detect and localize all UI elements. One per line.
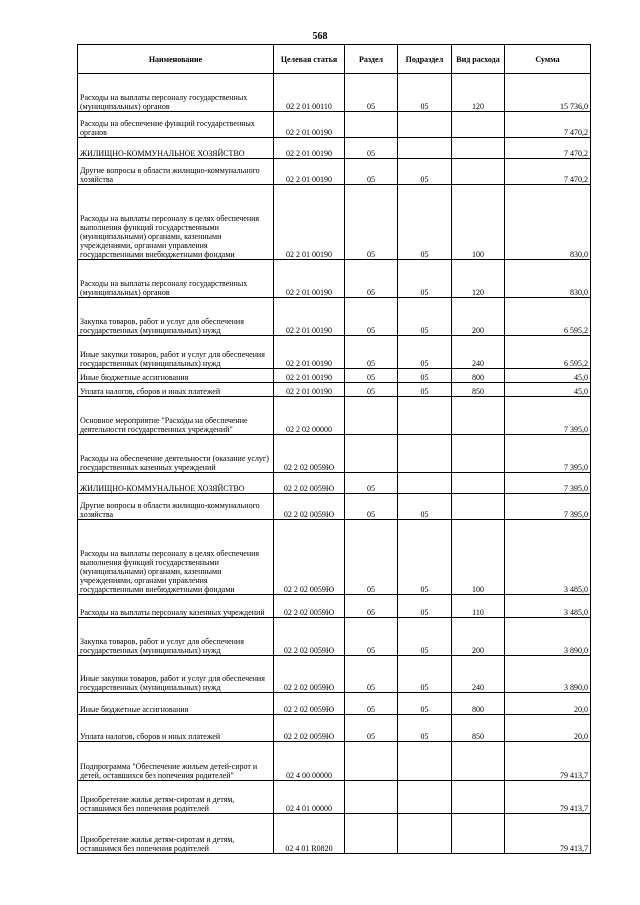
cell-section: 05	[345, 473, 398, 494]
table-row	[78, 369, 591, 383]
cell-amount: 7 470,2	[505, 138, 591, 159]
cell-amount: 7 395,0	[505, 473, 591, 494]
cell-name: Расходы на выплаты персоналу государственных (муниципальных) органов	[78, 260, 274, 298]
cell-target-article: 02 2 02 0059Ю	[274, 494, 345, 520]
cell-expense-type: 800	[452, 693, 505, 715]
cell-subsection: 05	[398, 159, 452, 185]
cell-name: Расходы на выплаты персоналу государственных (муниципальных) органов	[78, 74, 274, 112]
cell-subsection	[398, 742, 452, 781]
cell-section: 05	[345, 185, 398, 260]
cell-section: 05	[345, 336, 398, 369]
table-row	[78, 260, 591, 298]
table-row	[78, 185, 591, 260]
table-row	[78, 715, 591, 742]
cell-section: 05	[345, 369, 398, 383]
table-header	[78, 45, 591, 74]
cell-target-article: 02 2 02 0059Ю	[274, 435, 345, 473]
cell-target-article: 02 2 02 00000	[274, 397, 345, 435]
cell-subsection: 05	[398, 298, 452, 336]
cell-section: 05	[345, 693, 398, 715]
cell-target-article: 02 2 02 0059Ю	[274, 473, 345, 494]
cell-target-article: 02 4 01 R0820	[274, 814, 345, 854]
table-body	[78, 74, 591, 854]
table-row	[78, 656, 591, 693]
cell-section	[345, 742, 398, 781]
cell-name: Уплата налогов, сборов и иных платежей	[78, 383, 274, 397]
cell-target-article: 02 2 02 0059Ю	[274, 656, 345, 693]
table-row	[78, 814, 591, 854]
cell-section	[345, 112, 398, 138]
cell-amount: 3 890,0	[505, 618, 591, 656]
cell-subsection: 05	[398, 693, 452, 715]
cell-target-article: 02 2 01 00190	[274, 112, 345, 138]
cell-name: Расходы на выплаты персоналу в целях обеспечения выполнения функций государственными (муниципальными) органами, казенными учреждениями, органами управления государственными внебюджетными фондами	[78, 520, 274, 595]
cell-expense-type	[452, 742, 505, 781]
cell-section	[345, 814, 398, 854]
cell-target-article: 02 2 01 00190	[274, 336, 345, 369]
cell-target-article: 02 2 01 00110	[274, 74, 345, 112]
cell-amount: 20,0	[505, 715, 591, 742]
cell-subsection: 05	[398, 595, 452, 618]
cell-section	[345, 781, 398, 814]
cell-expense-type: 850	[452, 715, 505, 742]
cell-subsection	[398, 814, 452, 854]
cell-subsection: 05	[398, 618, 452, 656]
table-row	[78, 112, 591, 138]
cell-expense-type: 800	[452, 369, 505, 383]
cell-target-article: 02 4 01 00000	[274, 781, 345, 814]
cell-expense-type: 200	[452, 618, 505, 656]
cell-subsection	[398, 781, 452, 814]
cell-section: 05	[345, 715, 398, 742]
cell-expense-type: 100	[452, 520, 505, 595]
cell-section: 05	[345, 298, 398, 336]
cell-name: Основное мероприятие "Расходы на обеспечение деятельности государственных учреждений"	[78, 397, 274, 435]
table-row	[78, 693, 591, 715]
header-expense-type: Вид расхода	[452, 45, 505, 74]
cell-expense-type	[452, 473, 505, 494]
cell-amount: 79 413,7	[505, 814, 591, 854]
header-target-article: Целевая статья	[274, 45, 345, 74]
header-name: Наименование	[78, 45, 274, 74]
cell-amount: 6 595,2	[505, 336, 591, 369]
cell-name: Расходы на выплаты персоналу казенных учреждений	[78, 595, 274, 618]
cell-expense-type	[452, 781, 505, 814]
cell-amount: 7 395,0	[505, 494, 591, 520]
cell-name: Другие вопросы в области жилищно-коммунального хозяйства	[78, 159, 274, 185]
cell-amount: 830,0	[505, 260, 591, 298]
cell-expense-type	[452, 435, 505, 473]
cell-subsection	[398, 473, 452, 494]
cell-section: 05	[345, 520, 398, 595]
cell-section: 05	[345, 656, 398, 693]
cell-section: 05	[345, 260, 398, 298]
cell-expense-type: 120	[452, 74, 505, 112]
cell-amount: 3 890,0	[505, 656, 591, 693]
cell-amount: 830,0	[505, 185, 591, 260]
cell-expense-type: 100	[452, 185, 505, 260]
cell-name: Расходы на обеспечение деятельности (оказание услуг) государственных казенных учреждений	[78, 435, 274, 473]
cell-subsection	[398, 435, 452, 473]
cell-name: ЖИЛИЩНО-КОММУНАЛЬНОЕ ХОЗЯЙСТВО	[78, 138, 274, 159]
cell-expense-type: 200	[452, 298, 505, 336]
table-row	[78, 397, 591, 435]
cell-section: 05	[345, 595, 398, 618]
cell-amount: 20,0	[505, 693, 591, 715]
cell-expense-type: 240	[452, 336, 505, 369]
table-row	[78, 473, 591, 494]
cell-subsection: 05	[398, 336, 452, 369]
cell-expense-type	[452, 138, 505, 159]
cell-section: 05	[345, 494, 398, 520]
cell-subsection: 05	[398, 260, 452, 298]
cell-subsection: 05	[398, 383, 452, 397]
table-row	[78, 298, 591, 336]
cell-section	[345, 397, 398, 435]
cell-target-article: 02 2 01 00190	[274, 383, 345, 397]
cell-name: Подпрограмма "Обеспечение жильем детей-сирот и детей, оставшихся без попечения родителей"	[78, 742, 274, 781]
cell-subsection: 05	[398, 185, 452, 260]
cell-name: Уплата налогов, сборов и иных платежей	[78, 715, 274, 742]
page-number: 568	[312, 31, 328, 42]
table-row	[78, 435, 591, 473]
cell-name: ЖИЛИЩНО-КОММУНАЛЬНОЕ ХОЗЯЙСТВО	[78, 473, 274, 494]
cell-section: 05	[345, 159, 398, 185]
cell-target-article: 02 2 01 00190	[274, 138, 345, 159]
table-row	[78, 138, 591, 159]
cell-name: Приобретение жилья детям-сиротам и детям, оставшимся без попечения родителей	[78, 781, 274, 814]
cell-section: 05	[345, 138, 398, 159]
table-row	[78, 618, 591, 656]
header-row	[78, 45, 591, 74]
cell-amount: 7 470,2	[505, 112, 591, 138]
cell-subsection: 05	[398, 715, 452, 742]
cell-expense-type	[452, 494, 505, 520]
cell-subsection	[398, 397, 452, 435]
cell-target-article: 02 2 01 00190	[274, 298, 345, 336]
cell-name: Расходы на выплаты персоналу в целях обеспечения выполнения функций государственными (муниципальными) органами, казенными учреждениями, органами управления государственными внебюджетными фондами	[78, 185, 274, 260]
cell-section	[345, 435, 398, 473]
cell-expense-type	[452, 814, 505, 854]
cell-target-article: 02 4 00 00000	[274, 742, 345, 781]
cell-target-article: 02 2 02 0059Ю	[274, 618, 345, 656]
cell-expense-type: 120	[452, 260, 505, 298]
cell-subsection	[398, 112, 452, 138]
cell-amount: 3 485,0	[505, 595, 591, 618]
cell-target-article: 02 2 01 00190	[274, 185, 345, 260]
header-amount: Сумма	[505, 45, 591, 74]
cell-name: Иные бюджетные ассигнования	[78, 693, 274, 715]
budget-table	[77, 44, 591, 854]
cell-name: Другие вопросы в области жилищно-коммунального хозяйства	[78, 494, 274, 520]
cell-amount: 7 470,2	[505, 159, 591, 185]
cell-name: Закупка товаров, работ и услуг для обеспечения государственных (муниципальных) нужд	[78, 298, 274, 336]
table-row	[78, 520, 591, 595]
cell-section: 05	[345, 383, 398, 397]
cell-expense-type: 850	[452, 383, 505, 397]
cell-expense-type	[452, 112, 505, 138]
header-subsection: Подраздел	[398, 45, 452, 74]
cell-target-article: 02 2 01 00190	[274, 369, 345, 383]
cell-amount: 79 413,7	[505, 781, 591, 814]
table-row	[78, 494, 591, 520]
cell-name: Иные закупки товаров, работ и услуг для обеспечения государственных (муниципальных) нужд	[78, 336, 274, 369]
cell-subsection	[398, 138, 452, 159]
cell-amount: 45,0	[505, 383, 591, 397]
cell-subsection: 05	[398, 656, 452, 693]
cell-expense-type: 240	[452, 656, 505, 693]
cell-subsection: 05	[398, 369, 452, 383]
cell-target-article: 02 2 01 00190	[274, 260, 345, 298]
table-row	[78, 383, 591, 397]
cell-target-article: 02 2 02 0059Ю	[274, 693, 345, 715]
cell-amount: 7 395,0	[505, 435, 591, 473]
cell-amount: 7 395,0	[505, 397, 591, 435]
cell-target-article: 02 2 01 00190	[274, 159, 345, 185]
cell-section: 05	[345, 618, 398, 656]
cell-name: Расходы на обеспечение функций государственных органов	[78, 112, 274, 138]
cell-amount: 6 595,2	[505, 298, 591, 336]
cell-target-article: 02 2 02 0059Ю	[274, 715, 345, 742]
table-row	[78, 595, 591, 618]
cell-amount: 3 485,0	[505, 520, 591, 595]
cell-target-article: 02 2 02 0059Ю	[274, 520, 345, 595]
header-section: Раздел	[345, 45, 398, 74]
cell-name: Иные бюджетные ассигнования	[78, 369, 274, 383]
cell-name: Закупка товаров, работ и услуг для обеспечения государственных (муниципальных) нужд	[78, 618, 274, 656]
cell-subsection: 05	[398, 520, 452, 595]
cell-target-article: 02 2 02 0059Ю	[274, 595, 345, 618]
cell-section: 05	[345, 74, 398, 112]
cell-amount: 15 736,0	[505, 74, 591, 112]
table-row	[78, 74, 591, 112]
cell-name: Приобретение жилья детям-сиротам и детям, оставшимся без попечения родителей	[78, 814, 274, 854]
cell-amount: 79 413,7	[505, 742, 591, 781]
cell-subsection: 05	[398, 74, 452, 112]
cell-expense-type: 110	[452, 595, 505, 618]
cell-amount: 45,0	[505, 369, 591, 383]
cell-name: Иные закупки товаров, работ и услуг для обеспечения государственных (муниципальных) нужд	[78, 656, 274, 693]
table-row	[78, 781, 591, 814]
cell-subsection: 05	[398, 494, 452, 520]
cell-expense-type	[452, 159, 505, 185]
cell-expense-type	[452, 397, 505, 435]
table-row	[78, 159, 591, 185]
table-row	[78, 336, 591, 369]
table-row	[78, 742, 591, 781]
